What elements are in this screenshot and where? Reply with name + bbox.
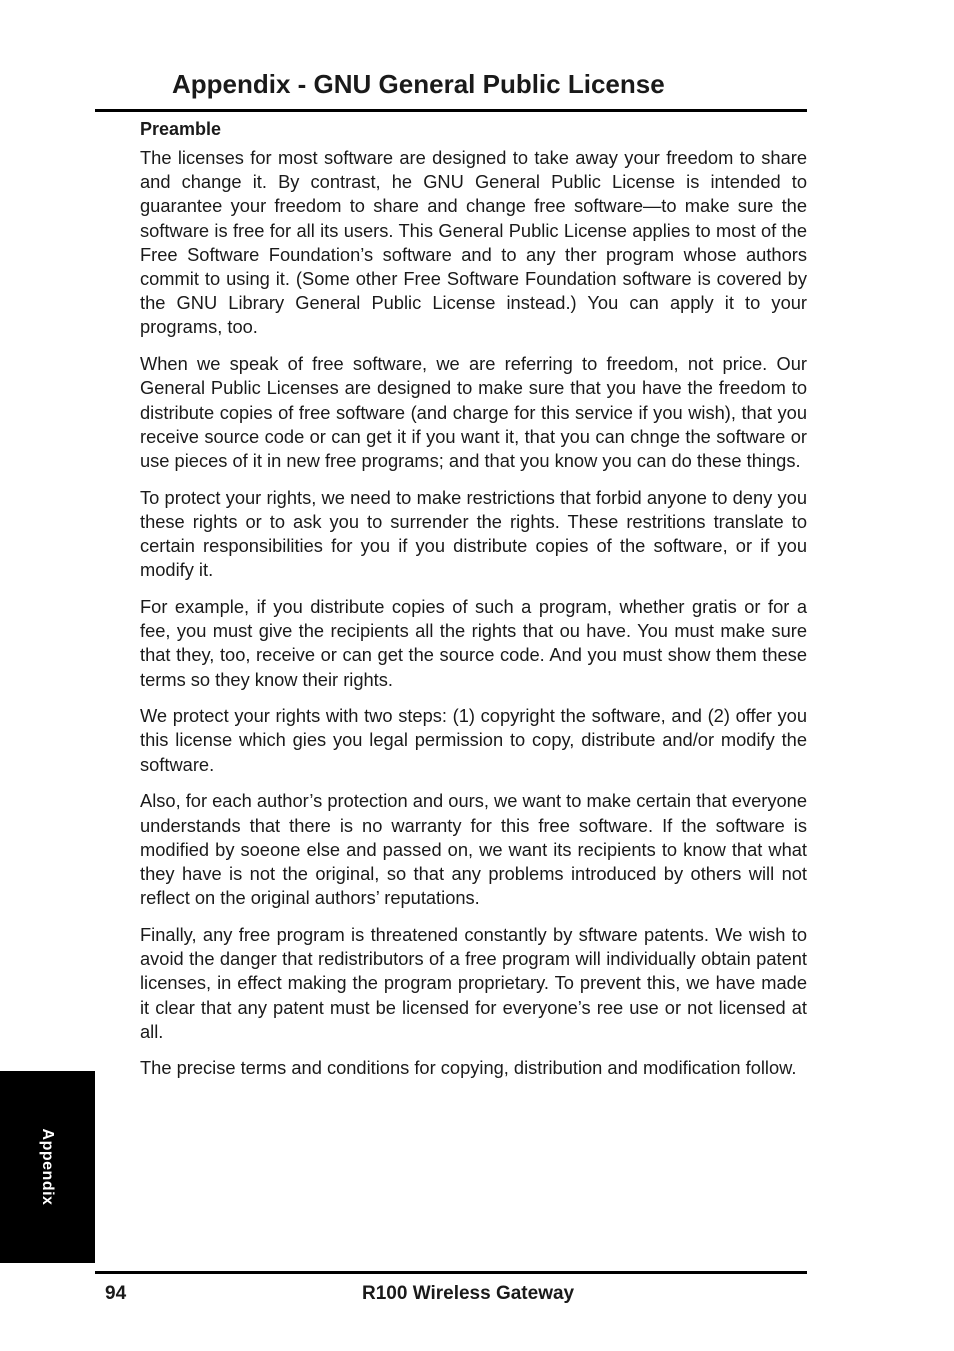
footer-divider bbox=[95, 1271, 807, 1274]
footer-title: R100 Wireless Gateway bbox=[362, 1283, 575, 1304]
paragraph-4: For example, if you distribute copies of such a program, whether gratis or for a fee, you must give the recipients all the rights that ou have. You must make sure that they, too, receive or can get the source code. And you must show them these terms so they know their rights. bbox=[140, 595, 807, 690]
paragraph-8: The precise terms and conditions for copying, distribution and modification follow. bbox=[140, 1057, 797, 1079]
paragraph-6: Also, for each author’s protection and ours, we want to make certain that everyone understands that there is no warranty for this free software. If the software is modified by soeone else and passed on, we want its recipients to know that what they have is not the original, so that any problems introduced by others will not reflect on the original authors’ reputations. bbox=[140, 790, 807, 909]
section-heading: Preamble bbox=[140, 119, 222, 139]
body-text bbox=[140, 146, 807, 1093]
paragraph-3: To protect your rights, we need to make restrictions that forbid anyone to deny you these rights or to ask you to surrender the rights. These restritions translate to certain responsibilities for you if you distribute copies of the software, or if you modify it. bbox=[140, 486, 807, 581]
header-divider bbox=[95, 109, 807, 112]
page-title: Appendix - GNU General Public License bbox=[172, 69, 665, 99]
paragraph-7: Finally, any free program is threatened constantly by sftware patents. We wish to avoid the danger that redistributors of a free program will individually obtain patent licenses, in effect making the program proprietary. To prevent this, we have made it clear that any patent must be licensed for everyone’s ree use or not licensed at all. bbox=[140, 923, 807, 1042]
side-tab bbox=[0, 1071, 95, 1263]
paragraph-2: When we speak of free software, we are referring to freedom, not price. Our General Public Licenses are designed to make sure that you have the freedom to distribute copies of free software (and charge for this service if you wish), that you receive source code or can get it if you want it, that you can chnge the software or use pieces of it in new free programs; and that you know you can do these things. bbox=[140, 353, 807, 471]
paragraph-5: We protect your rights with two steps: (1) copyright the software, and (2) offer you this license which gies you legal permission to copy, distribute and/or modify the software. bbox=[140, 705, 807, 775]
page-number: 94 bbox=[105, 1283, 127, 1304]
paragraph-1: The licenses for most software are designed to take away your freedom to share and change it. By contrast, he GNU General Public License is intended to guarantee your freedom to share and change free software—to make sure the software is free for all its users. This General Public License applies to most of the Free Software Foundation’s software and to any ther program whose authors commit to using it. (Some other Free Software Foundation software is covered by the GNU Library General Public License instead.) You can apply it to your programs, too. bbox=[140, 147, 807, 338]
side-tab-label: Appendix bbox=[39, 1128, 56, 1206]
